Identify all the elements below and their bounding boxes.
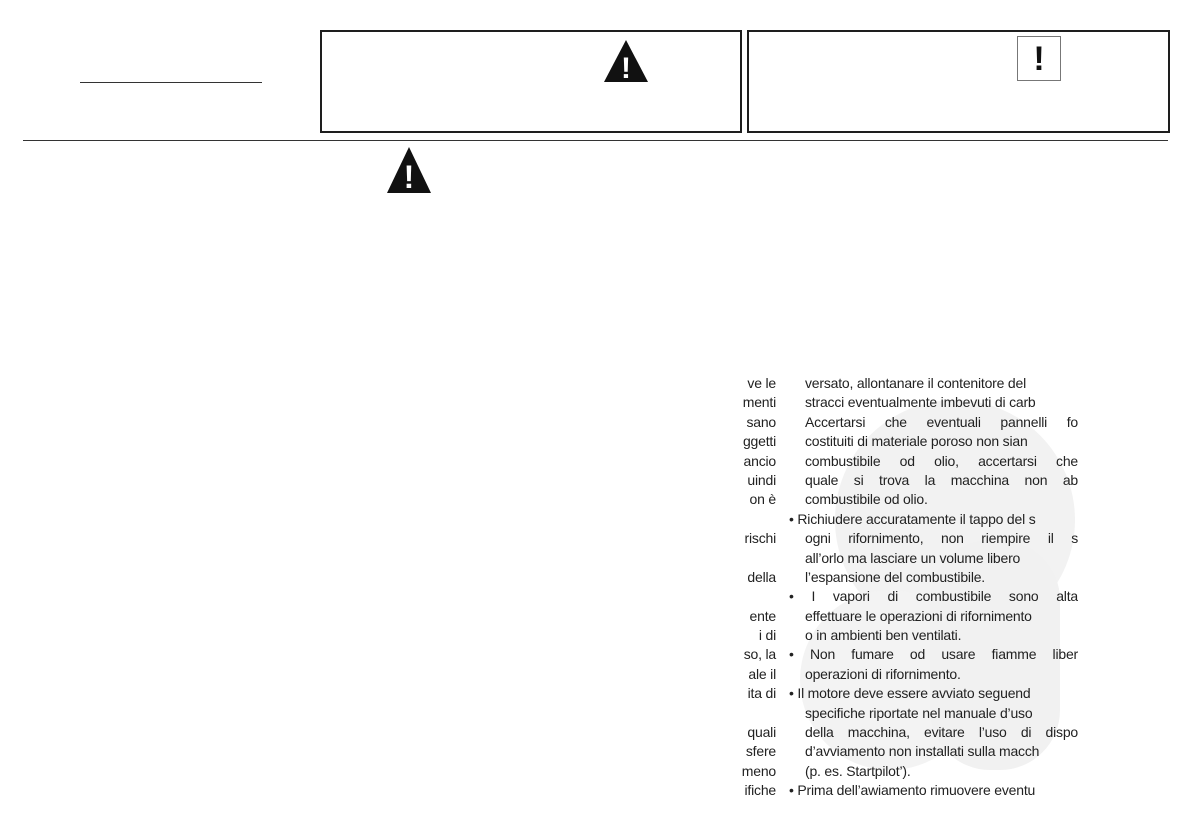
header-title-rule — [80, 82, 262, 83]
left-fragment-line: della — [747, 568, 776, 585]
text-line: combustibile od olio. — [805, 491, 928, 508]
warning-triangle-icon — [602, 38, 650, 84]
text-line: d’avviamento non installati sulla macch — [805, 743, 1040, 760]
left-fragment-line: ale il — [748, 665, 776, 682]
text-line: combustibile od olio, accertarsi che — [805, 452, 1078, 469]
text-line: • Richiudere accuratamente il tappo del s — [789, 510, 1036, 527]
text-line: (p. es. Startpilot’). — [805, 762, 911, 779]
text-line: effettuare le operazioni di rifornimento — [805, 607, 1032, 624]
text-line: quale si trova la macchina non ab — [805, 471, 1078, 488]
left-fragment-line: ggetti — [742, 433, 776, 450]
text-line: stracci eventualmente imbevuti di carb — [805, 394, 1036, 411]
section-warning-symbol: ! — [403, 159, 415, 195]
left-fragment-line: i di — [758, 627, 776, 644]
left-fragment-line: ente — [749, 607, 776, 624]
text-line: • Prima dell’awiamento rimuovere eventu — [789, 782, 1036, 799]
text-line: Accertarsi che eventuali pannelli fo — [805, 413, 1078, 430]
left-fragment-line: uindi — [747, 471, 776, 488]
left-fragment-line: sfere — [745, 743, 776, 760]
left-fragment-line: sano — [746, 413, 776, 430]
text-line: • Il motore deve essere avviato seguend — [789, 685, 1031, 702]
warning-triangle-icon — [385, 145, 433, 195]
left-fragment-line: quali — [747, 724, 776, 741]
left-fragment-line — [700, 704, 776, 723]
left-fragment-line: ve le — [747, 375, 776, 391]
left-fragment-line — [700, 587, 776, 606]
left-fragment-line: ita di — [747, 685, 776, 702]
exclamation-box-icon — [1017, 36, 1061, 81]
text-line: versato, allontanare il contenitore del — [805, 375, 1027, 391]
left-fragment-line: ancio — [743, 452, 776, 469]
left-fragment-line: rischi — [744, 530, 776, 547]
danger-symbol: ! — [621, 52, 631, 84]
left-fragment-line — [700, 549, 776, 568]
left-fragment-line — [700, 510, 776, 529]
text-line: della macchina, evitare l’uso di dispo — [805, 724, 1078, 741]
danger-notice-box — [320, 30, 742, 133]
left-fragment-line: meno — [741, 762, 776, 779]
text-line: l’espansione del combustibile. — [805, 568, 985, 585]
left-fragment-line: menti — [742, 394, 776, 411]
left-column-fragments — [700, 374, 776, 801]
left-fragment-line: ifiche — [744, 782, 776, 799]
text-line: specifiche riportate nel manuale d’uso — [805, 704, 1033, 721]
text-line: ogni rifornimento, non riempire il s — [805, 530, 1078, 547]
left-fragment-line: so, la — [743, 646, 776, 663]
text-line: o in ambienti ben ventilati. — [805, 627, 962, 644]
caution-symbol: ! — [1033, 39, 1045, 78]
text-line: operazioni di rifornimento. — [805, 665, 961, 682]
text-line: • I vapori di combustibile sono alta — [789, 588, 1078, 605]
left-fragment-line: on è — [749, 491, 776, 508]
text-line: • Non fumare od usare fiamme liber — [789, 646, 1078, 663]
text-line: all’orlo ma lasciare un volume libero — [805, 549, 1021, 566]
caution-notice-box — [747, 30, 1170, 133]
right-column-text — [789, 374, 1078, 801]
header-divider — [23, 140, 1168, 141]
text-line: costituiti di materiale poroso non sian — [805, 433, 1028, 450]
